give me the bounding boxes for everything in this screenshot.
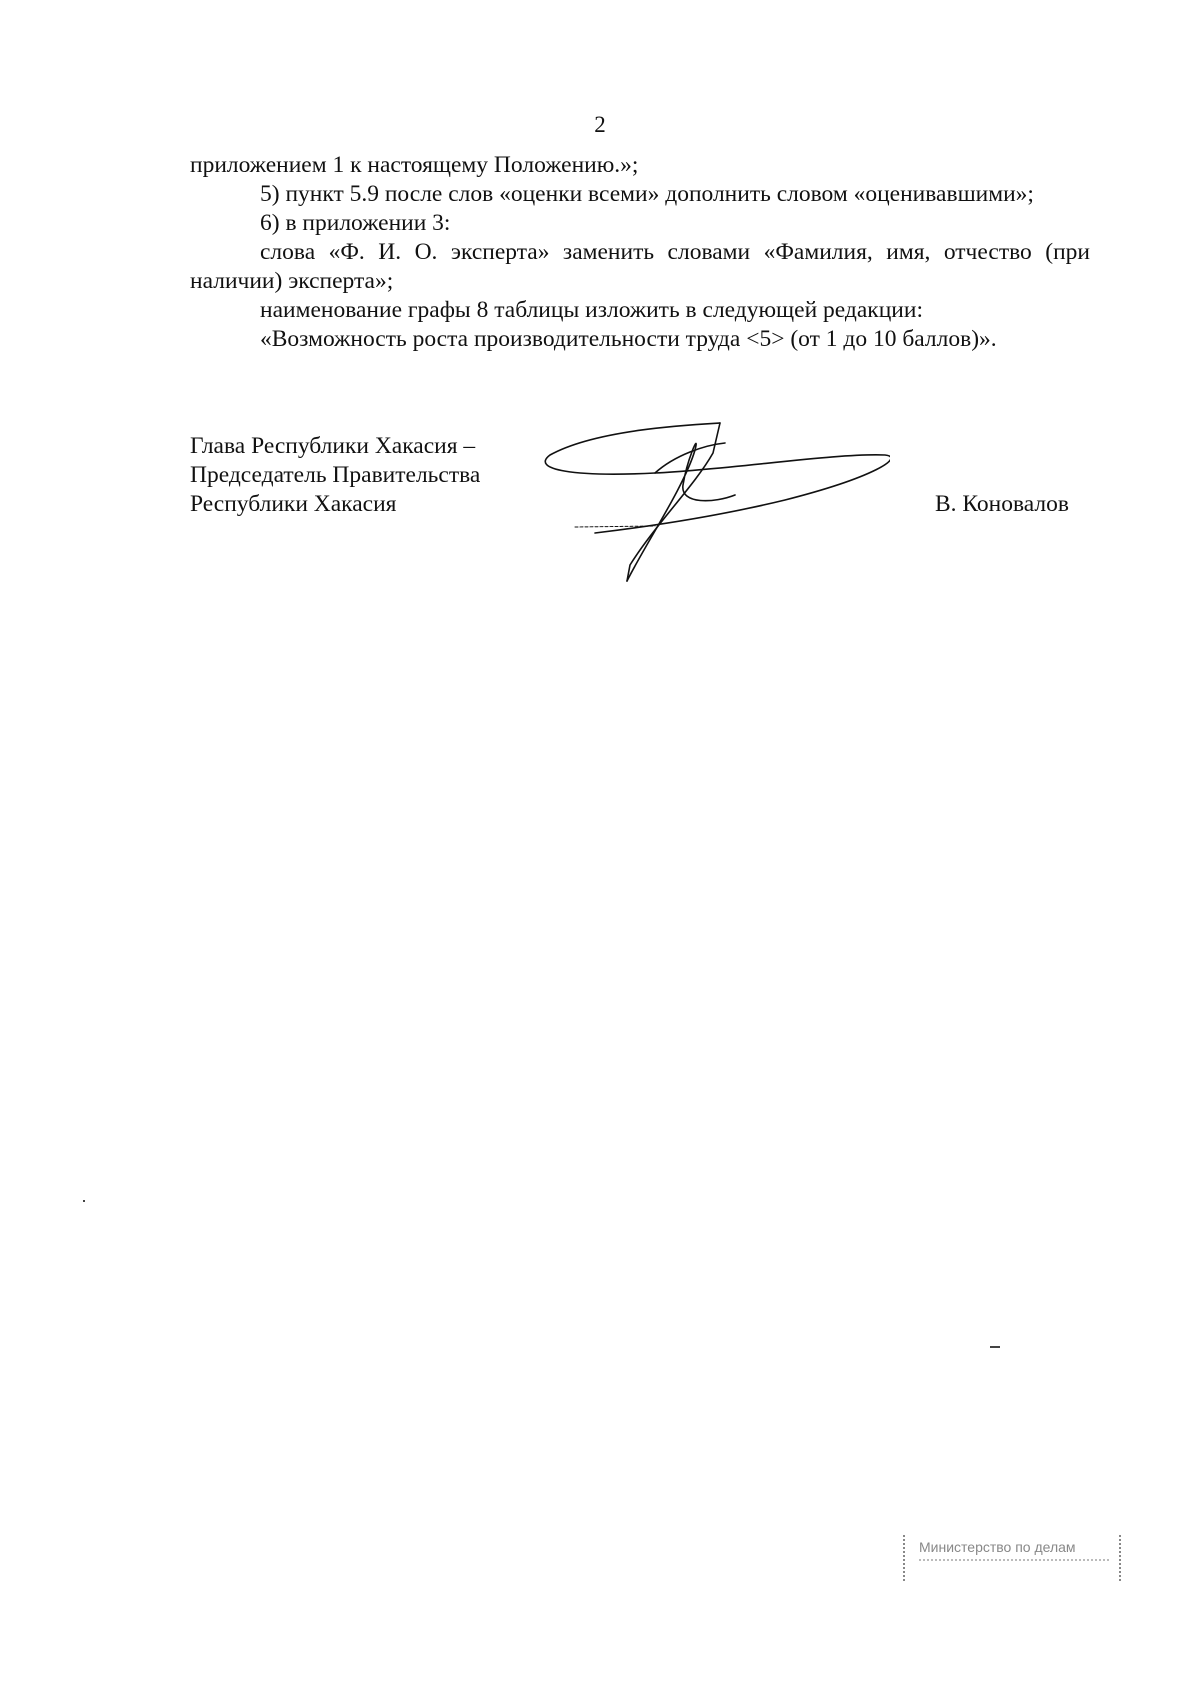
scan-speck (990, 1346, 1000, 1348)
body-line-2: 5) пункт 5.9 после слов «оценки всеми» дополнить словом «оценивавшими»; (260, 181, 1034, 207)
stamp-text: Министерство по делам (919, 1539, 1076, 1555)
signatory-position-line-2: Председатель Правительства (190, 462, 481, 488)
body-line-6: «Возможность роста производительности труда <5> (от 1 до 10 баллов)». (260, 326, 997, 352)
body-line-3: 6) в приложении 3: (260, 210, 451, 236)
signatory-position (190, 432, 480, 519)
page-number: 2 (594, 112, 606, 137)
document-body (190, 151, 1090, 354)
stamp-faded-line (919, 1559, 1109, 1563)
registration-stamp (903, 1535, 1121, 1581)
scan-speck (83, 1200, 85, 1202)
signatory-position-line-1: Глава Республики Хакасия – (190, 433, 476, 459)
signatory-name: В. Коновалов (935, 491, 1070, 517)
body-line-1: приложением 1 к настоящему Положению.»; (190, 152, 639, 178)
body-line-5: наименование графы 8 таблицы изложить в следующей редакции: (260, 297, 923, 323)
body-line-4: слова «Ф. И. О. эксперта» заменить словами «Фамилия, имя, отчество (при наличии) эксперта»; (190, 239, 1090, 294)
signatory-position-line-3: Республики Хакасия (190, 491, 397, 517)
handwritten-signature (535, 415, 890, 595)
